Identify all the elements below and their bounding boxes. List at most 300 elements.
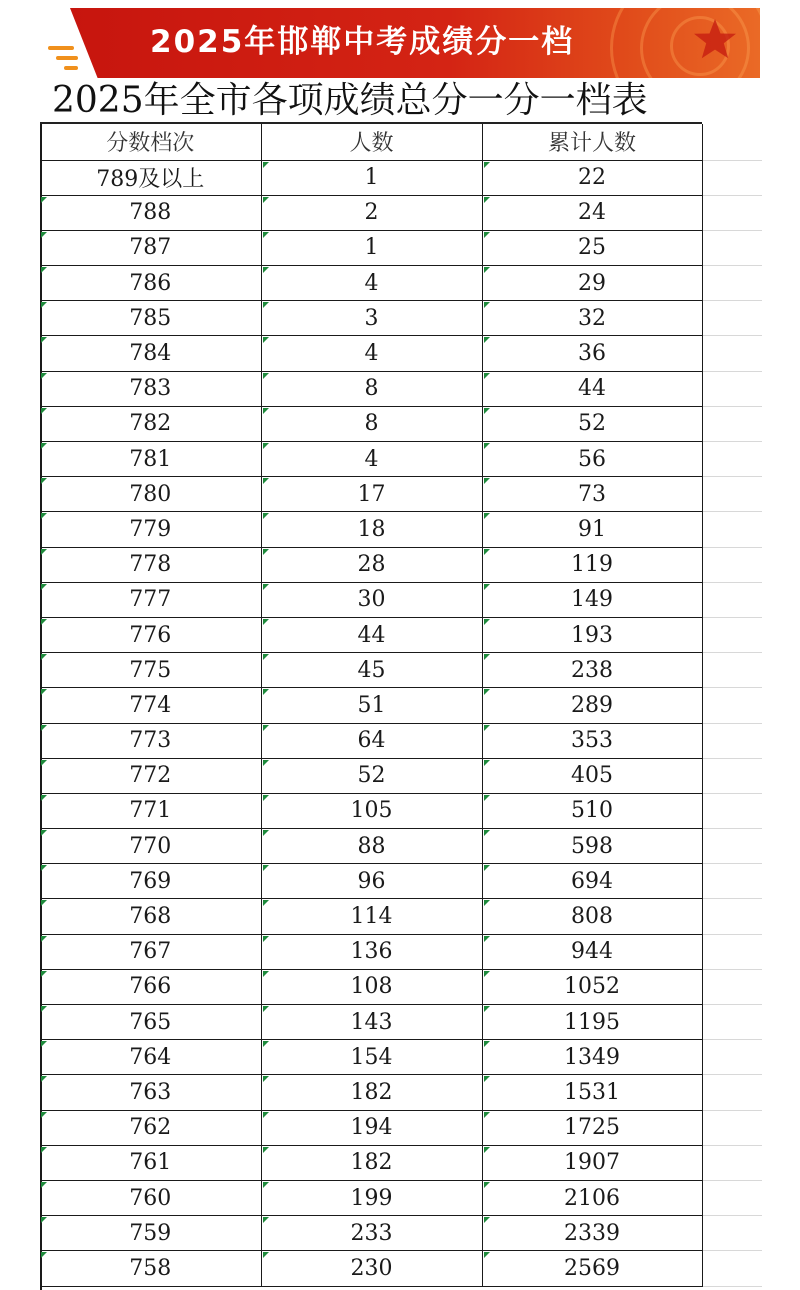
score-table bbox=[40, 124, 762, 1287]
cell-value: 783 bbox=[129, 376, 172, 402]
cell-value: 96 bbox=[357, 868, 386, 894]
text-format-marker-icon bbox=[263, 267, 269, 273]
count-cell[interactable] bbox=[261, 547, 482, 582]
text-format-marker-icon bbox=[484, 1112, 490, 1118]
text-format-marker-icon bbox=[263, 584, 269, 590]
text-format-marker-icon bbox=[41, 725, 47, 731]
cell-value: 143 bbox=[350, 1009, 393, 1035]
cell-value: 182 bbox=[350, 1079, 393, 1105]
cumulative-cell[interactable] bbox=[482, 477, 702, 512]
count-cell[interactable] bbox=[261, 617, 482, 652]
text-format-marker-icon bbox=[263, 513, 269, 519]
cell-value: 694 bbox=[571, 868, 613, 894]
score-band-cell[interactable] bbox=[40, 230, 261, 265]
count-cell[interactable] bbox=[261, 477, 482, 512]
table-row bbox=[40, 793, 762, 828]
text-format-marker-icon bbox=[484, 936, 490, 942]
text-format-marker-icon bbox=[263, 865, 269, 871]
text-format-marker-icon bbox=[41, 1182, 47, 1188]
table-row bbox=[40, 512, 762, 547]
empty-cell[interactable] bbox=[702, 1216, 762, 1251]
cumulative-cell[interactable] bbox=[482, 160, 702, 195]
text-format-marker-icon bbox=[41, 267, 47, 273]
text-format-marker-icon bbox=[484, 373, 490, 379]
count-cell[interactable] bbox=[261, 1005, 482, 1040]
count-cell[interactable] bbox=[261, 899, 482, 934]
text-format-marker-icon bbox=[263, 232, 269, 238]
score-band-cell[interactable] bbox=[40, 406, 261, 441]
score-band-cell[interactable] bbox=[40, 582, 261, 617]
table-header-row bbox=[40, 124, 762, 160]
text-format-marker-icon bbox=[41, 795, 47, 801]
text-format-marker-icon bbox=[484, 162, 490, 168]
cumulative-cell[interactable] bbox=[482, 1145, 702, 1180]
empty-cell[interactable] bbox=[702, 266, 762, 301]
count-cell[interactable] bbox=[261, 512, 482, 547]
table-row bbox=[40, 477, 762, 512]
empty-cell[interactable] bbox=[702, 1040, 762, 1075]
cell-value: 353 bbox=[571, 728, 613, 754]
text-format-marker-icon bbox=[484, 232, 490, 238]
cumulative-cell[interactable] bbox=[482, 1216, 702, 1251]
cell-value: 51 bbox=[357, 692, 386, 718]
sheet-title: 2025年全市各项成绩总分一分一档表 bbox=[40, 78, 702, 124]
cell-value: 8 bbox=[364, 411, 379, 437]
cell-value: 1052 bbox=[564, 974, 620, 1000]
score-band-cell[interactable] bbox=[40, 1216, 261, 1251]
cell-value: 22 bbox=[578, 165, 606, 191]
table-row bbox=[40, 336, 762, 371]
table-row bbox=[40, 1216, 762, 1251]
count-cell[interactable] bbox=[261, 1180, 482, 1215]
score-band-cell[interactable] bbox=[40, 758, 261, 793]
score-band-cell[interactable] bbox=[40, 793, 261, 828]
count-cell[interactable] bbox=[261, 829, 482, 864]
cell-value: 194 bbox=[350, 1115, 393, 1141]
cell-value: 778 bbox=[129, 552, 172, 578]
cumulative-cell[interactable] bbox=[482, 582, 702, 617]
cumulative-cell[interactable] bbox=[482, 512, 702, 547]
table-row bbox=[40, 899, 762, 934]
cell-value: 1531 bbox=[564, 1079, 620, 1105]
text-format-marker-icon bbox=[263, 725, 269, 731]
score-band-cell[interactable] bbox=[40, 969, 261, 1004]
table-row bbox=[40, 758, 762, 793]
score-band-cell[interactable] bbox=[40, 1040, 261, 1075]
table-row bbox=[40, 969, 762, 1004]
table-row bbox=[40, 1251, 762, 1286]
count-cell[interactable] bbox=[261, 1145, 482, 1180]
score-band-cell[interactable] bbox=[40, 301, 261, 336]
text-format-marker-icon bbox=[263, 302, 269, 308]
count-cell[interactable] bbox=[261, 442, 482, 477]
text-format-marker-icon bbox=[263, 689, 269, 695]
count-cell[interactable] bbox=[261, 1251, 482, 1286]
empty-cell[interactable] bbox=[702, 1145, 762, 1180]
cell-value: 3 bbox=[364, 305, 379, 331]
table-row bbox=[40, 723, 762, 758]
cumulative-cell[interactable] bbox=[482, 1075, 702, 1110]
empty-cell[interactable] bbox=[702, 934, 762, 969]
cell-value: 2569 bbox=[564, 1255, 620, 1281]
cell-value: 760 bbox=[129, 1185, 172, 1211]
score-band-cell[interactable] bbox=[40, 934, 261, 969]
cell-value: 2 bbox=[364, 200, 379, 226]
count-cell[interactable] bbox=[261, 406, 482, 441]
text-format-marker-icon bbox=[41, 232, 47, 238]
header-cumulative[interactable]: 累计人数 bbox=[482, 124, 702, 160]
table-row bbox=[40, 864, 762, 899]
cumulative-cell[interactable] bbox=[482, 1005, 702, 1040]
empty-cell[interactable] bbox=[702, 969, 762, 1004]
text-format-marker-icon bbox=[484, 513, 490, 519]
text-format-marker-icon bbox=[41, 302, 47, 308]
text-format-marker-icon bbox=[484, 654, 490, 660]
cumulative-cell[interactable] bbox=[482, 653, 702, 688]
cell-value: 769 bbox=[129, 868, 172, 894]
cumulative-cell[interactable] bbox=[482, 758, 702, 793]
score-band-cell[interactable] bbox=[40, 160, 261, 195]
empty-cell[interactable] bbox=[702, 793, 762, 828]
text-format-marker-icon bbox=[484, 725, 490, 731]
count-cell[interactable] bbox=[261, 582, 482, 617]
cell-value: 1907 bbox=[564, 1150, 620, 1176]
cell-value: 108 bbox=[350, 974, 393, 1000]
count-cell[interactable] bbox=[261, 1075, 482, 1110]
text-format-marker-icon bbox=[41, 865, 47, 871]
score-band-cell[interactable] bbox=[40, 336, 261, 371]
cumulative-cell[interactable] bbox=[482, 1110, 702, 1145]
table-row bbox=[40, 617, 762, 652]
count-cell[interactable] bbox=[261, 160, 482, 195]
text-format-marker-icon bbox=[263, 1182, 269, 1188]
cumulative-cell[interactable] bbox=[482, 230, 702, 265]
score-band-cell[interactable] bbox=[40, 1110, 261, 1145]
cumulative-cell[interactable] bbox=[482, 1251, 702, 1286]
cumulative-cell[interactable] bbox=[482, 864, 702, 899]
cell-value: 1725 bbox=[564, 1115, 620, 1141]
cell-value: 4 bbox=[364, 270, 379, 296]
cell-value: 1195 bbox=[564, 1009, 620, 1035]
empty-cell[interactable] bbox=[702, 688, 762, 723]
cell-value: 944 bbox=[571, 939, 613, 965]
cumulative-cell[interactable] bbox=[482, 723, 702, 758]
score-band-cell[interactable] bbox=[40, 371, 261, 406]
score-band-cell[interactable] bbox=[40, 617, 261, 652]
cell-value: 781 bbox=[129, 446, 172, 472]
empty-cell[interactable] bbox=[702, 617, 762, 652]
table-row bbox=[40, 934, 762, 969]
score-band-cell[interactable] bbox=[40, 477, 261, 512]
text-format-marker-icon bbox=[263, 1041, 269, 1047]
cell-value: 199 bbox=[350, 1185, 393, 1211]
empty-cell[interactable] bbox=[702, 899, 762, 934]
text-format-marker-icon bbox=[484, 584, 490, 590]
cumulative-cell[interactable] bbox=[482, 301, 702, 336]
text-format-marker-icon bbox=[41, 337, 47, 343]
cell-value: 52 bbox=[357, 763, 386, 789]
cell-value: 36 bbox=[578, 341, 606, 367]
cell-value: 761 bbox=[129, 1150, 172, 1176]
cell-value: 4 bbox=[364, 341, 379, 367]
text-format-marker-icon bbox=[484, 1217, 490, 1223]
text-format-marker-icon bbox=[484, 1006, 490, 1012]
cumulative-cell[interactable] bbox=[482, 793, 702, 828]
count-cell[interactable] bbox=[261, 1110, 482, 1145]
cell-value: 782 bbox=[129, 411, 172, 437]
empty-cell[interactable] bbox=[702, 1005, 762, 1040]
text-format-marker-icon bbox=[263, 197, 269, 203]
text-format-marker-icon bbox=[263, 373, 269, 379]
cell-value: 774 bbox=[129, 692, 172, 718]
text-format-marker-icon bbox=[41, 1076, 47, 1082]
count-cell[interactable] bbox=[261, 688, 482, 723]
cumulative-cell[interactable] bbox=[482, 547, 702, 582]
count-cell[interactable] bbox=[261, 723, 482, 758]
empty-cell[interactable] bbox=[702, 124, 762, 160]
text-format-marker-icon bbox=[263, 795, 269, 801]
cell-value: 786 bbox=[129, 270, 172, 296]
text-format-marker-icon bbox=[263, 830, 269, 836]
cumulative-cell[interactable] bbox=[482, 1180, 702, 1215]
count-cell[interactable] bbox=[261, 230, 482, 265]
text-format-marker-icon bbox=[484, 1041, 490, 1047]
cell-value: 32 bbox=[578, 305, 606, 331]
empty-cell[interactable] bbox=[702, 653, 762, 688]
table-row bbox=[40, 1075, 762, 1110]
score-band-cell[interactable] bbox=[40, 829, 261, 864]
empty-cell[interactable] bbox=[702, 1251, 762, 1286]
cell-value: 17 bbox=[357, 481, 386, 507]
count-cell[interactable] bbox=[261, 195, 482, 230]
empty-cell[interactable] bbox=[702, 723, 762, 758]
header-score-band[interactable]: 分数档次 bbox=[40, 124, 261, 160]
cell-value: 777 bbox=[129, 587, 172, 613]
score-band-cell[interactable] bbox=[40, 195, 261, 230]
banner-title: 2025年邯郸中考成绩分一档 bbox=[150, 24, 575, 60]
text-format-marker-icon bbox=[484, 1076, 490, 1082]
empty-cell[interactable] bbox=[702, 160, 762, 195]
table-row bbox=[40, 230, 762, 265]
text-format-marker-icon bbox=[484, 197, 490, 203]
cell-value: 770 bbox=[129, 833, 172, 859]
cumulative-cell[interactable] bbox=[482, 442, 702, 477]
empty-cell[interactable] bbox=[702, 301, 762, 336]
cell-value: 44 bbox=[357, 622, 386, 648]
cell-value: 784 bbox=[129, 341, 172, 367]
count-cell[interactable] bbox=[261, 301, 482, 336]
cell-value: 764 bbox=[129, 1044, 172, 1070]
count-cell[interactable] bbox=[261, 969, 482, 1004]
cumulative-cell[interactable] bbox=[482, 195, 702, 230]
score-band-cell[interactable] bbox=[40, 547, 261, 582]
cumulative-cell[interactable] bbox=[482, 899, 702, 934]
table-body bbox=[40, 160, 762, 1286]
count-cell[interactable] bbox=[261, 266, 482, 301]
cell-value: 45 bbox=[357, 657, 386, 683]
cumulative-cell[interactable] bbox=[482, 1040, 702, 1075]
empty-cell[interactable] bbox=[702, 829, 762, 864]
text-format-marker-icon bbox=[41, 1252, 47, 1258]
cell-value: 88 bbox=[357, 833, 386, 859]
empty-cell[interactable] bbox=[702, 512, 762, 547]
cell-value: 29 bbox=[578, 270, 606, 296]
table-row bbox=[40, 406, 762, 441]
cumulative-cell[interactable] bbox=[482, 371, 702, 406]
score-band-cell[interactable] bbox=[40, 1180, 261, 1215]
cell-value: 25 bbox=[578, 235, 606, 261]
cell-value: 230 bbox=[350, 1255, 393, 1281]
score-band-cell[interactable] bbox=[40, 442, 261, 477]
empty-cell[interactable] bbox=[702, 195, 762, 230]
text-format-marker-icon bbox=[484, 795, 490, 801]
text-format-marker-icon bbox=[263, 408, 269, 414]
cell-value: 2339 bbox=[564, 1220, 620, 1246]
cell-value: 768 bbox=[129, 904, 172, 930]
score-band-cell[interactable] bbox=[40, 266, 261, 301]
text-format-marker-icon bbox=[263, 1006, 269, 1012]
empty-cell[interactable] bbox=[702, 442, 762, 477]
count-cell[interactable] bbox=[261, 758, 482, 793]
cumulative-cell[interactable] bbox=[482, 969, 702, 1004]
cell-value: 510 bbox=[571, 798, 613, 824]
empty-cell[interactable] bbox=[702, 336, 762, 371]
text-format-marker-icon bbox=[263, 1217, 269, 1223]
cell-value: 44 bbox=[578, 376, 606, 402]
cell-value: 289 bbox=[571, 692, 613, 718]
count-cell[interactable] bbox=[261, 1040, 482, 1075]
empty-cell[interactable] bbox=[702, 864, 762, 899]
cell-value: 64 bbox=[357, 728, 386, 754]
count-cell[interactable] bbox=[261, 336, 482, 371]
cell-value: 762 bbox=[129, 1115, 172, 1141]
text-format-marker-icon bbox=[484, 689, 490, 695]
table-row bbox=[40, 442, 762, 477]
cell-value: 52 bbox=[578, 411, 606, 437]
cumulative-cell[interactable] bbox=[482, 406, 702, 441]
text-format-marker-icon bbox=[263, 1112, 269, 1118]
table-row bbox=[40, 301, 762, 336]
cell-value: 18 bbox=[357, 516, 386, 542]
banner bbox=[0, 0, 800, 80]
score-band-cell[interactable] bbox=[40, 653, 261, 688]
text-format-marker-icon bbox=[484, 443, 490, 449]
score-band-cell[interactable] bbox=[40, 1075, 261, 1110]
text-format-marker-icon bbox=[41, 373, 47, 379]
score-band-cell[interactable] bbox=[40, 723, 261, 758]
text-format-marker-icon bbox=[263, 162, 269, 168]
score-band-cell[interactable] bbox=[40, 688, 261, 723]
count-cell[interactable] bbox=[261, 864, 482, 899]
table-row bbox=[40, 1145, 762, 1180]
cell-value: 91 bbox=[578, 516, 606, 542]
cumulative-cell[interactable] bbox=[482, 829, 702, 864]
count-cell[interactable] bbox=[261, 1216, 482, 1251]
empty-cell[interactable] bbox=[702, 1110, 762, 1145]
cell-value: 114 bbox=[350, 904, 393, 930]
cell-value: 405 bbox=[571, 763, 613, 789]
empty-cell[interactable] bbox=[702, 582, 762, 617]
count-cell[interactable] bbox=[261, 934, 482, 969]
cell-value: 30 bbox=[357, 587, 386, 613]
empty-cell[interactable] bbox=[702, 477, 762, 512]
cell-value: 28 bbox=[357, 552, 386, 578]
empty-cell[interactable] bbox=[702, 371, 762, 406]
cumulative-cell[interactable] bbox=[482, 934, 702, 969]
cell-value: 787 bbox=[129, 235, 172, 261]
text-format-marker-icon bbox=[484, 337, 490, 343]
cell-value: 149 bbox=[571, 587, 613, 613]
text-format-marker-icon bbox=[41, 584, 47, 590]
cumulative-cell[interactable] bbox=[482, 617, 702, 652]
table-row bbox=[40, 1110, 762, 1145]
count-cell[interactable] bbox=[261, 371, 482, 406]
score-band-cell[interactable] bbox=[40, 864, 261, 899]
cell-value: 785 bbox=[129, 305, 172, 331]
cell-value: 765 bbox=[129, 1009, 172, 1035]
text-format-marker-icon bbox=[263, 936, 269, 942]
cell-value: 779 bbox=[129, 516, 172, 542]
text-format-marker-icon bbox=[41, 971, 47, 977]
count-cell[interactable] bbox=[261, 793, 482, 828]
cell-value: 193 bbox=[571, 622, 613, 648]
cell-value: 56 bbox=[578, 446, 606, 472]
empty-cell[interactable] bbox=[702, 547, 762, 582]
text-format-marker-icon bbox=[41, 408, 47, 414]
text-format-marker-icon bbox=[484, 619, 490, 625]
cumulative-cell[interactable] bbox=[482, 688, 702, 723]
text-format-marker-icon bbox=[41, 513, 47, 519]
empty-cell[interactable] bbox=[702, 1075, 762, 1110]
cell-value: 136 bbox=[350, 939, 393, 965]
speed-lines-icon bbox=[44, 46, 84, 76]
cumulative-cell[interactable] bbox=[482, 336, 702, 371]
text-format-marker-icon bbox=[41, 900, 47, 906]
cell-value: 8 bbox=[364, 376, 379, 402]
score-band-cell[interactable] bbox=[40, 1251, 261, 1286]
text-format-marker-icon bbox=[263, 478, 269, 484]
text-format-marker-icon bbox=[484, 267, 490, 273]
empty-cell[interactable] bbox=[702, 230, 762, 265]
score-band-cell[interactable] bbox=[40, 1145, 261, 1180]
text-format-marker-icon bbox=[41, 197, 47, 203]
text-format-marker-icon bbox=[41, 689, 47, 695]
empty-cell[interactable] bbox=[702, 1180, 762, 1215]
score-band-cell[interactable] bbox=[40, 1005, 261, 1040]
text-format-marker-icon bbox=[41, 443, 47, 449]
cell-value: 2106 bbox=[564, 1185, 620, 1211]
text-format-marker-icon bbox=[263, 443, 269, 449]
text-format-marker-icon bbox=[263, 1076, 269, 1082]
text-format-marker-icon bbox=[41, 549, 47, 555]
cell-value: 154 bbox=[350, 1044, 393, 1070]
score-band-cell[interactable] bbox=[40, 899, 261, 934]
text-format-marker-icon bbox=[263, 337, 269, 343]
cell-value: 233 bbox=[350, 1220, 393, 1246]
table-row bbox=[40, 160, 762, 195]
empty-cell[interactable] bbox=[702, 758, 762, 793]
text-format-marker-icon bbox=[484, 478, 490, 484]
cell-value: 763 bbox=[129, 1079, 172, 1105]
score-band-cell[interactable] bbox=[40, 512, 261, 547]
cumulative-cell[interactable] bbox=[482, 266, 702, 301]
empty-cell[interactable] bbox=[702, 406, 762, 441]
table-row bbox=[40, 688, 762, 723]
text-format-marker-icon bbox=[484, 1182, 490, 1188]
count-cell[interactable] bbox=[261, 653, 482, 688]
header-count[interactable]: 人数 bbox=[261, 124, 482, 160]
text-format-marker-icon bbox=[41, 1041, 47, 1047]
